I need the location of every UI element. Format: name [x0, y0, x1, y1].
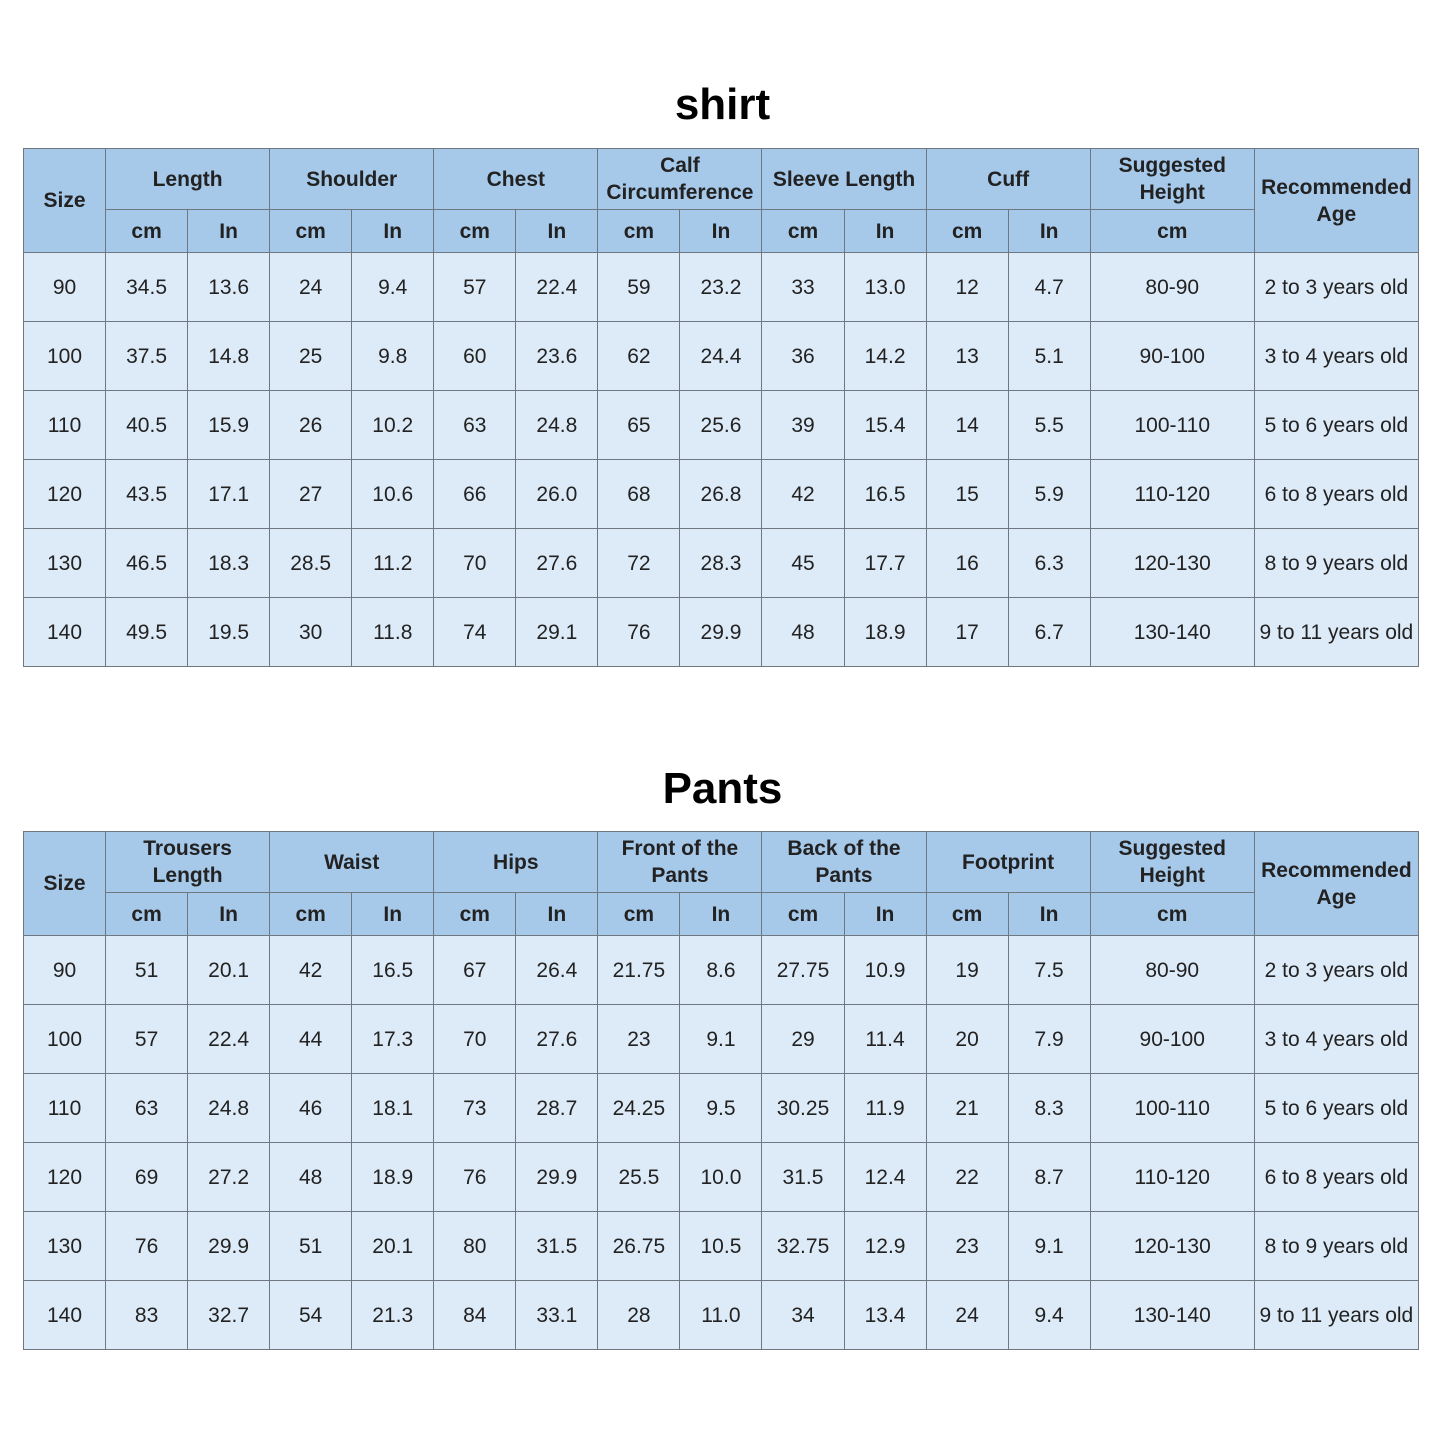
cell-value: 59: [598, 253, 680, 322]
header-group: Footprint: [926, 832, 1090, 893]
cell-value: 29: [762, 1005, 844, 1074]
cell-value: 37.5: [106, 322, 188, 391]
cell-value: 30.25: [762, 1074, 844, 1143]
header-group: Waist: [270, 832, 434, 893]
cell-age: 2 to 3 years old: [1254, 253, 1418, 322]
cell-value: 26.8: [680, 460, 762, 529]
cell-value: 10.0: [680, 1143, 762, 1212]
cell-value: 36: [762, 322, 844, 391]
cell-value: 22.4: [188, 1005, 270, 1074]
cell-value: 34: [762, 1281, 844, 1350]
cell-value: 28: [598, 1281, 680, 1350]
cell-value: 5.1: [1008, 322, 1090, 391]
unit-in: In: [516, 893, 598, 936]
cell-value: 13: [926, 322, 1008, 391]
cell-value: 16.5: [844, 460, 926, 529]
header-group: Calf Circumference: [598, 149, 762, 210]
cell-age: 9 to 11 years old: [1254, 598, 1418, 667]
cell-value: 24: [926, 1281, 1008, 1350]
cell-value: 17.1: [188, 460, 270, 529]
cell-value: 12.4: [844, 1143, 926, 1212]
cell-value: 32.75: [762, 1212, 844, 1281]
cell-value: 7.5: [1008, 936, 1090, 1005]
cell-value: 10.5: [680, 1212, 762, 1281]
cell-value: 34.5: [106, 253, 188, 322]
cell-value: 14.8: [188, 322, 270, 391]
header-group: Hips: [434, 832, 598, 893]
unit-cm: cm: [106, 210, 188, 253]
header-group: Sleeve Length: [762, 149, 926, 210]
unit-in: In: [1008, 210, 1090, 253]
cell-value: 65: [598, 391, 680, 460]
cell-value: 17.3: [352, 1005, 434, 1074]
cell-value: 70: [434, 1005, 516, 1074]
cell-value: 26.0: [516, 460, 598, 529]
unit-cm: cm: [926, 893, 1008, 936]
table-row: [24, 322, 1419, 391]
header-recommended-age: Recommended Age: [1254, 149, 1418, 253]
pants-size-table: [23, 831, 1419, 1350]
cell-age: 2 to 3 years old: [1254, 936, 1418, 1005]
table-row: [24, 1281, 1419, 1350]
cell-value: 74: [434, 598, 516, 667]
cell-size: 90: [24, 936, 106, 1005]
cell-value: 31.5: [762, 1143, 844, 1212]
cell-value: 46: [270, 1074, 352, 1143]
cell-value: 66: [434, 460, 516, 529]
header-row: [24, 832, 1419, 893]
cell-value: 11.8: [352, 598, 434, 667]
cell-value: 33: [762, 253, 844, 322]
cell-value: 10.2: [352, 391, 434, 460]
cell-age: 5 to 6 years old: [1254, 391, 1418, 460]
cell-value: 21.3: [352, 1281, 434, 1350]
unit-row: [24, 210, 1419, 253]
cell-value: 63: [106, 1074, 188, 1143]
cell-value: 16: [926, 529, 1008, 598]
cell-value: 9.8: [352, 322, 434, 391]
cell-value: 14: [926, 391, 1008, 460]
cell-value: 15.4: [844, 391, 926, 460]
cell-value: 29.9: [680, 598, 762, 667]
cell-value: 24: [270, 253, 352, 322]
cell-size: 130: [24, 529, 106, 598]
table-row: [24, 391, 1419, 460]
table-row: [24, 460, 1419, 529]
cell-value: 24.8: [516, 391, 598, 460]
cell-age: 5 to 6 years old: [1254, 1074, 1418, 1143]
cell-height: 90-100: [1090, 322, 1254, 391]
cell-size: 120: [24, 460, 106, 529]
header-size: Size: [24, 832, 106, 936]
cell-value: 60: [434, 322, 516, 391]
unit-cm: cm: [106, 893, 188, 936]
header-suggested-height: Suggested Height: [1090, 832, 1254, 893]
cell-value: 9.1: [680, 1005, 762, 1074]
cell-value: 25.6: [680, 391, 762, 460]
cell-value: 8.7: [1008, 1143, 1090, 1212]
cell-value: 27.6: [516, 1005, 598, 1074]
cell-value: 28.3: [680, 529, 762, 598]
unit-cm: cm: [1090, 893, 1254, 936]
unit-in: In: [844, 210, 926, 253]
unit-in: In: [1008, 893, 1090, 936]
cell-value: 11.2: [352, 529, 434, 598]
cell-size: 100: [24, 322, 106, 391]
header-group: Shoulder: [270, 149, 434, 210]
cell-value: 70: [434, 529, 516, 598]
cell-value: 40.5: [106, 391, 188, 460]
cell-value: 29.9: [188, 1212, 270, 1281]
cell-value: 49.5: [106, 598, 188, 667]
cell-value: 9.1: [1008, 1212, 1090, 1281]
cell-age: 3 to 4 years old: [1254, 1005, 1418, 1074]
cell-value: 24.25: [598, 1074, 680, 1143]
cell-size: 90: [24, 253, 106, 322]
cell-value: 29.1: [516, 598, 598, 667]
cell-value: 21.75: [598, 936, 680, 1005]
cell-value: 21: [926, 1074, 1008, 1143]
cell-value: 30: [270, 598, 352, 667]
cell-value: 63: [434, 391, 516, 460]
unit-cm: cm: [762, 893, 844, 936]
cell-value: 5.5: [1008, 391, 1090, 460]
cell-height: 130-140: [1090, 598, 1254, 667]
cell-value: 48: [270, 1143, 352, 1212]
cell-value: 24.8: [188, 1074, 270, 1143]
cell-value: 39: [762, 391, 844, 460]
shirt-size-table: [23, 148, 1419, 667]
unit-in: In: [680, 893, 762, 936]
cell-value: 54: [270, 1281, 352, 1350]
cell-value: 62: [598, 322, 680, 391]
cell-age: 8 to 9 years old: [1254, 529, 1418, 598]
cell-value: 51: [106, 936, 188, 1005]
cell-value: 33.1: [516, 1281, 598, 1350]
cell-value: 16.5: [352, 936, 434, 1005]
unit-cm: cm: [598, 893, 680, 936]
unit-in: In: [352, 210, 434, 253]
cell-value: 26: [270, 391, 352, 460]
unit-row: [24, 893, 1419, 936]
cell-value: 22: [926, 1143, 1008, 1212]
cell-height: 120-130: [1090, 529, 1254, 598]
cell-value: 18.3: [188, 529, 270, 598]
unit-in: In: [188, 893, 270, 936]
cell-value: 20.1: [188, 936, 270, 1005]
pants-title: Pants: [662, 764, 783, 813]
cell-value: 12: [926, 253, 1008, 322]
cell-value: 27.2: [188, 1143, 270, 1212]
cell-value: 28.5: [270, 529, 352, 598]
cell-value: 29.9: [516, 1143, 598, 1212]
header-group: Front of the Pants: [598, 832, 762, 893]
cell-value: 76: [434, 1143, 516, 1212]
unit-cm: cm: [762, 210, 844, 253]
cell-size: 120: [24, 1143, 106, 1212]
cell-value: 7.9: [1008, 1005, 1090, 1074]
cell-value: 18.1: [352, 1074, 434, 1143]
table-row: [24, 1143, 1419, 1212]
cell-value: 72: [598, 529, 680, 598]
cell-value: 6.3: [1008, 529, 1090, 598]
cell-value: 26.4: [516, 936, 598, 1005]
shirt-title: shirt: [674, 80, 771, 129]
cell-value: 48: [762, 598, 844, 667]
cell-value: 14.2: [844, 322, 926, 391]
cell-value: 42: [762, 460, 844, 529]
cell-value: 17: [926, 598, 1008, 667]
cell-value: 25.5: [598, 1143, 680, 1212]
cell-size: 130: [24, 1212, 106, 1281]
unit-cm: cm: [270, 210, 352, 253]
header-group: Length: [106, 149, 270, 210]
cell-value: 76: [106, 1212, 188, 1281]
cell-value: 11.9: [844, 1074, 926, 1143]
cell-value: 76: [598, 598, 680, 667]
unit-in: In: [188, 210, 270, 253]
cell-age: 3 to 4 years old: [1254, 322, 1418, 391]
cell-value: 46.5: [106, 529, 188, 598]
cell-value: 57: [106, 1005, 188, 1074]
unit-in: In: [516, 210, 598, 253]
cell-value: 11.4: [844, 1005, 926, 1074]
cell-value: 13.6: [188, 253, 270, 322]
cell-value: 9.4: [1008, 1281, 1090, 1350]
cell-value: 28.7: [516, 1074, 598, 1143]
cell-value: 8.3: [1008, 1074, 1090, 1143]
header-group: Back of the Pants: [762, 832, 926, 893]
unit-in: In: [844, 893, 926, 936]
cell-value: 19: [926, 936, 1008, 1005]
header-suggested-height: Suggested Height: [1090, 149, 1254, 210]
cell-value: 68: [598, 460, 680, 529]
cell-value: 69: [106, 1143, 188, 1212]
header-row: [24, 149, 1419, 210]
header-group: Cuff: [926, 149, 1090, 210]
cell-height: 110-120: [1090, 1143, 1254, 1212]
cell-value: 20.1: [352, 1212, 434, 1281]
cell-age: 9 to 11 years old: [1254, 1281, 1418, 1350]
cell-value: 22.4: [516, 253, 598, 322]
cell-value: 25: [270, 322, 352, 391]
unit-cm: cm: [1090, 210, 1254, 253]
table-row: [24, 598, 1419, 667]
cell-value: 42: [270, 936, 352, 1005]
cell-size: 100: [24, 1005, 106, 1074]
cell-value: 23: [926, 1212, 1008, 1281]
cell-value: 15.9: [188, 391, 270, 460]
header-size: Size: [24, 149, 106, 253]
cell-value: 31.5: [516, 1212, 598, 1281]
cell-value: 23: [598, 1005, 680, 1074]
cell-value: 43.5: [106, 460, 188, 529]
header-group: Trousers Length: [106, 832, 270, 893]
cell-value: 5.9: [1008, 460, 1090, 529]
table-row: [24, 936, 1419, 1005]
cell-age: 6 to 8 years old: [1254, 1143, 1418, 1212]
cell-value: 6.7: [1008, 598, 1090, 667]
cell-size: 110: [24, 391, 106, 460]
cell-size: 140: [24, 1281, 106, 1350]
cell-value: 20: [926, 1005, 1008, 1074]
cell-height: 100-110: [1090, 391, 1254, 460]
cell-value: 67: [434, 936, 516, 1005]
cell-height: 120-130: [1090, 1212, 1254, 1281]
cell-size: 140: [24, 598, 106, 667]
cell-value: 10.9: [844, 936, 926, 1005]
table-row: [24, 253, 1419, 322]
cell-value: 17.7: [844, 529, 926, 598]
cell-value: 73: [434, 1074, 516, 1143]
cell-value: 18.9: [844, 598, 926, 667]
header-group: Chest: [434, 149, 598, 210]
cell-value: 51: [270, 1212, 352, 1281]
cell-value: 10.6: [352, 460, 434, 529]
header-recommended-age: Recommended Age: [1254, 832, 1418, 936]
unit-cm: cm: [434, 893, 516, 936]
unit-cm: cm: [926, 210, 1008, 253]
cell-value: 27.6: [516, 529, 598, 598]
cell-height: 100-110: [1090, 1074, 1254, 1143]
cell-value: 13.0: [844, 253, 926, 322]
cell-value: 24.4: [680, 322, 762, 391]
cell-height: 130-140: [1090, 1281, 1254, 1350]
table-row: [24, 1005, 1419, 1074]
cell-age: 8 to 9 years old: [1254, 1212, 1418, 1281]
cell-value: 9.5: [680, 1074, 762, 1143]
cell-value: 15: [926, 460, 1008, 529]
cell-value: 44: [270, 1005, 352, 1074]
cell-height: 90-100: [1090, 1005, 1254, 1074]
table-row: [24, 1074, 1419, 1143]
cell-height: 110-120: [1090, 460, 1254, 529]
cell-age: 6 to 8 years old: [1254, 460, 1418, 529]
cell-value: 23.2: [680, 253, 762, 322]
cell-value: 11.0: [680, 1281, 762, 1350]
cell-value: 80: [434, 1212, 516, 1281]
cell-value: 4.7: [1008, 253, 1090, 322]
cell-value: 13.4: [844, 1281, 926, 1350]
unit-cm: cm: [598, 210, 680, 253]
unit-cm: cm: [434, 210, 516, 253]
cell-height: 80-90: [1090, 936, 1254, 1005]
unit-in: In: [680, 210, 762, 253]
cell-value: 84: [434, 1281, 516, 1350]
cell-value: 19.5: [188, 598, 270, 667]
cell-value: 18.9: [352, 1143, 434, 1212]
cell-value: 32.7: [188, 1281, 270, 1350]
cell-value: 27.75: [762, 936, 844, 1005]
cell-value: 9.4: [352, 253, 434, 322]
unit-cm: cm: [270, 893, 352, 936]
cell-size: 110: [24, 1074, 106, 1143]
cell-value: 8.6: [680, 936, 762, 1005]
table-row: [24, 1212, 1419, 1281]
cell-height: 80-90: [1090, 253, 1254, 322]
table-row: [24, 529, 1419, 598]
cell-value: 23.6: [516, 322, 598, 391]
cell-value: 57: [434, 253, 516, 322]
unit-in: In: [352, 893, 434, 936]
cell-value: 26.75: [598, 1212, 680, 1281]
cell-value: 45: [762, 529, 844, 598]
cell-value: 12.9: [844, 1212, 926, 1281]
cell-value: 27: [270, 460, 352, 529]
cell-value: 83: [106, 1281, 188, 1350]
